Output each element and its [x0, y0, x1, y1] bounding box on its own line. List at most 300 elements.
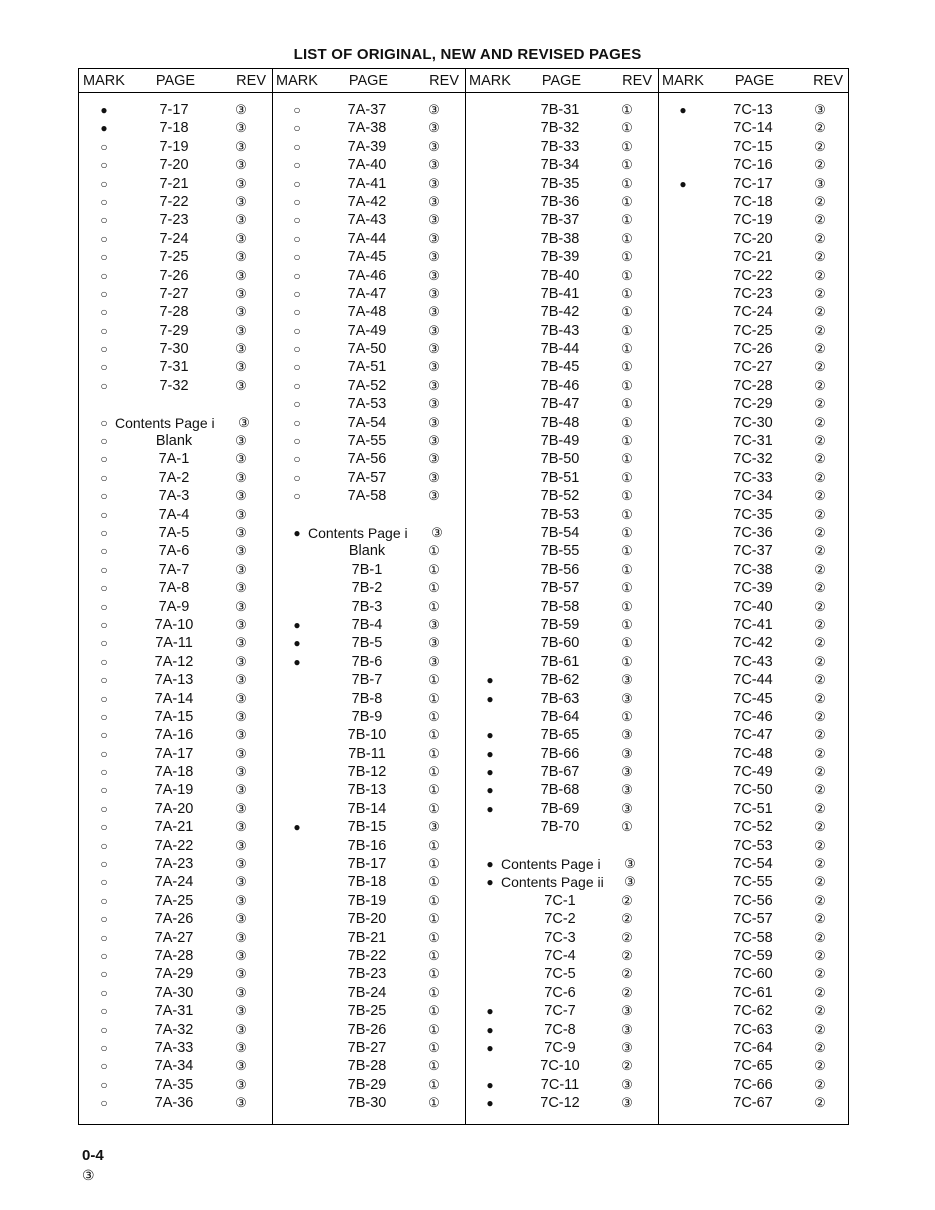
table-row	[79, 929, 272, 947]
page-cell: 7C-31	[733, 433, 773, 450]
page-cell: 7C-16	[733, 157, 773, 174]
table-row	[272, 340, 465, 358]
rev-cell: ③	[621, 800, 633, 816]
rev-cell: ②	[814, 304, 826, 320]
table-row	[465, 1002, 658, 1020]
rev-cell: ①	[621, 359, 633, 375]
header-page: PAGE	[155, 73, 196, 89]
page-cell: 7B-53	[540, 506, 580, 523]
rev-cell: ③	[235, 635, 247, 651]
mark-cell: ●	[293, 525, 301, 540]
rev-cell: ①	[428, 1039, 440, 1055]
rev-cell: ②	[814, 819, 826, 835]
table-row	[79, 285, 272, 303]
page-cell: 7B-57	[540, 580, 580, 597]
table-row	[272, 211, 465, 229]
table-row	[272, 653, 465, 671]
page-cell: 7A-22	[154, 837, 194, 854]
rev-cell: ③	[235, 212, 247, 228]
rev-cell: ①	[428, 874, 440, 890]
page-cell: 7B-50	[540, 451, 580, 468]
page-cell: 7A-27	[154, 929, 194, 946]
rev-cell: ③	[235, 672, 247, 688]
page-cell: 7A-17	[154, 745, 194, 762]
table-row	[465, 395, 658, 413]
page-cell: 7B-59	[540, 616, 580, 633]
page-cell: 7A-24	[154, 874, 194, 891]
page-cell: 7A-36	[154, 1095, 194, 1112]
page-cell: 7B-56	[540, 561, 580, 578]
rev-cell: ①	[621, 524, 633, 540]
page-cell: 7A-40	[347, 157, 387, 174]
rev-cell: ③	[428, 451, 440, 467]
page-cell: 7B-37	[540, 212, 580, 229]
table-row	[658, 561, 849, 579]
table-row	[79, 1057, 272, 1075]
table-row	[465, 340, 658, 358]
mark-cell: ●	[679, 176, 687, 191]
page-cell: 7C-38	[733, 561, 773, 578]
page-cell: 7A-35	[154, 1076, 194, 1093]
table-row	[465, 929, 658, 947]
mark-cell: ○	[100, 617, 108, 632]
table-row	[79, 984, 272, 1002]
rev-cell: ②	[814, 598, 826, 614]
rev-cell: ②	[814, 285, 826, 301]
rev-cell: ③	[624, 874, 636, 890]
rev-cell: ③	[235, 1095, 247, 1111]
rev-cell: ③	[621, 1076, 633, 1092]
page-cell: 7C-35	[733, 506, 773, 523]
rev-cell: ③	[428, 819, 440, 835]
table-row	[272, 671, 465, 689]
mark-cell: ○	[293, 452, 301, 467]
rev-cell: ③	[621, 1039, 633, 1055]
rev-cell: ③	[428, 469, 440, 485]
table-row	[465, 1094, 658, 1112]
page-cell: 7A-1	[158, 451, 190, 468]
rev-cell: ③	[235, 451, 247, 467]
page-cell: 7A-45	[347, 249, 387, 266]
rev-cell: ③	[428, 322, 440, 338]
page-cell: 7B-20	[347, 911, 387, 928]
page-cell: 7A-26	[154, 911, 194, 928]
table-row	[272, 561, 465, 579]
mark-cell: ○	[293, 489, 301, 504]
mark-cell: ○	[100, 378, 108, 393]
mark-cell: ○	[100, 838, 108, 853]
rev-cell: ①	[621, 102, 633, 117]
table-row	[465, 524, 658, 542]
table-row	[658, 524, 849, 542]
table-row	[465, 818, 658, 836]
page-cell: 7C-37	[733, 543, 773, 560]
table-row	[79, 965, 272, 983]
rev-cell: ②	[814, 212, 826, 228]
table-row	[272, 487, 465, 505]
table-row	[79, 156, 272, 174]
table-row	[79, 267, 272, 285]
mark-cell: ●	[293, 654, 301, 669]
table-row	[465, 230, 658, 248]
page-cell: 7C-34	[733, 488, 773, 505]
rev-cell: ①	[428, 911, 440, 927]
table-row	[658, 285, 849, 303]
page-cell: 7-18	[159, 120, 189, 137]
rev-cell: ②	[814, 138, 826, 154]
table-row	[79, 708, 272, 726]
page-cell: 7C-7	[544, 1003, 576, 1020]
page-cell: 7B-54	[540, 524, 580, 541]
revision-table	[78, 68, 849, 1125]
mark-cell: ○	[100, 268, 108, 283]
table-row	[79, 892, 272, 910]
table-row	[79, 119, 272, 137]
rev-cell: ②	[814, 764, 826, 780]
table-row	[272, 1057, 465, 1075]
mark-cell: ○	[100, 525, 108, 540]
table-row	[79, 432, 272, 450]
table-column-2	[272, 69, 466, 1124]
rev-cell: ①	[428, 1095, 440, 1111]
page-cell: Contents Page ii	[501, 874, 604, 891]
rev-cell: ③	[235, 543, 247, 559]
page-cell: 7C-30	[733, 414, 773, 431]
rev-cell: ③	[235, 285, 247, 301]
page-cell: 7A-15	[154, 708, 194, 725]
page-cell: 7C-40	[733, 598, 773, 615]
mark-cell: ○	[100, 691, 108, 706]
page-number: 0-4	[82, 1147, 104, 1164]
table-row	[272, 708, 465, 726]
table-row	[658, 395, 849, 413]
table-row	[658, 377, 849, 395]
rev-cell: ③	[235, 138, 247, 154]
page-cell: 7C-8	[544, 1021, 576, 1038]
table-row	[79, 303, 272, 321]
mark-cell: ○	[293, 378, 301, 393]
rev-cell: ①	[428, 580, 440, 596]
page-cell: 7A-30	[154, 984, 194, 1001]
table-row	[79, 542, 272, 560]
table-row	[465, 1039, 658, 1057]
page-cell: 7B-40	[540, 267, 580, 284]
page-cell: 7C-57	[733, 911, 773, 928]
page-cell: 7C-41	[733, 616, 773, 633]
page-cell: 7C-65	[733, 1058, 773, 1075]
rev-cell: ③	[621, 1003, 633, 1019]
mark-cell: ○	[100, 636, 108, 651]
page-cell: 7C-58	[733, 929, 773, 946]
table-row	[272, 929, 465, 947]
page-cell: 7B-12	[347, 764, 387, 781]
mark-cell: ○	[100, 967, 108, 982]
page-cell: 7A-18	[154, 764, 194, 781]
page-cell: 7A-23	[154, 856, 194, 873]
table-row	[79, 910, 272, 928]
mark-cell: ●	[486, 1004, 494, 1019]
page-cell: 7B-6	[351, 653, 383, 670]
rev-cell: ③	[235, 175, 247, 191]
page-cell: 7C-1	[544, 892, 576, 909]
table-row	[272, 524, 465, 542]
table-row	[658, 800, 849, 818]
rev-cell: ①	[428, 543, 440, 559]
rev-cell: ③	[428, 193, 440, 209]
rev-cell: ③	[428, 433, 440, 449]
rev-cell: ③	[428, 267, 440, 283]
mark-cell: ○	[100, 1096, 108, 1111]
rev-cell: ③	[235, 892, 247, 908]
rev-cell: ①	[428, 561, 440, 577]
table-row	[79, 690, 272, 708]
rev-cell: ③	[621, 727, 633, 743]
table-row	[465, 303, 658, 321]
table-row	[272, 965, 465, 983]
rev-cell: ②	[814, 267, 826, 283]
table-row	[658, 193, 849, 211]
table-row	[465, 322, 658, 340]
page-cell: 7B-43	[540, 322, 580, 339]
rev-cell: ③	[428, 212, 440, 228]
column-rows	[658, 101, 849, 1112]
table-row	[658, 101, 849, 119]
rev-cell: ①	[428, 708, 440, 724]
mark-cell: ○	[100, 158, 108, 173]
rev-cell: ①	[621, 212, 633, 228]
page-cell: 7B-10	[347, 727, 387, 744]
page-cell: 7B-13	[347, 782, 387, 799]
table-row	[79, 1039, 272, 1057]
table-row	[465, 745, 658, 763]
page-cell: 7B-33	[540, 138, 580, 155]
mark-cell: ○	[293, 250, 301, 265]
rev-cell: ②	[814, 506, 826, 522]
table-row	[272, 267, 465, 285]
rev-cell: ②	[621, 929, 633, 945]
table-row	[658, 1094, 849, 1112]
mark-cell: ○	[100, 342, 108, 357]
column-header	[272, 69, 465, 93]
rev-cell: ①	[621, 414, 633, 430]
page-cell: 7C-4	[544, 947, 576, 964]
table-row	[79, 340, 272, 358]
rev-cell: ②	[814, 488, 826, 504]
page-cell: 7B-60	[540, 635, 580, 652]
page-cell: 7C-32	[733, 451, 773, 468]
table-row	[79, 524, 272, 542]
page-cell: 7C-27	[733, 359, 773, 376]
mark-cell: ●	[486, 1040, 494, 1055]
page-cell: 7B-39	[540, 249, 580, 266]
table-row	[658, 303, 849, 321]
page-cell: 7-17	[159, 102, 189, 118]
rev-cell: ②	[814, 524, 826, 540]
rev-cell: ③	[235, 230, 247, 246]
table-row	[272, 377, 465, 395]
mark-cell: ○	[100, 912, 108, 927]
table-row	[465, 267, 658, 285]
table-row	[465, 377, 658, 395]
mark-cell: ●	[486, 746, 494, 761]
rev-cell: ③	[428, 414, 440, 430]
page-cell: 7B-34	[540, 157, 580, 174]
mark-cell: ○	[100, 728, 108, 743]
page-cell: 7A-3	[158, 488, 190, 505]
table-row	[79, 653, 272, 671]
table-row	[272, 818, 465, 836]
rev-cell: ②	[814, 947, 826, 963]
table-row	[658, 873, 849, 891]
rev-cell: ①	[428, 966, 440, 982]
table-row	[658, 414, 849, 432]
mark-cell: ○	[293, 139, 301, 154]
rev-cell: ③	[235, 727, 247, 743]
table-row	[465, 984, 658, 1002]
table-row	[465, 726, 658, 744]
mark-cell: ●	[679, 103, 687, 117]
mark-cell: ○	[293, 158, 301, 173]
rev-cell: ①	[428, 1058, 440, 1074]
page-cell: 7B-58	[540, 598, 580, 615]
rev-cell: ③	[235, 102, 247, 117]
rev-cell: ②	[814, 782, 826, 798]
table-row	[465, 542, 658, 560]
rev-cell: ③	[235, 1076, 247, 1092]
rev-cell: ③	[235, 341, 247, 357]
table-row	[658, 340, 849, 358]
table-row	[465, 358, 658, 376]
page-cell: 7C-48	[733, 745, 773, 762]
table-row	[658, 634, 849, 652]
rev-cell: ②	[621, 911, 633, 927]
rev-cell: ③	[235, 469, 247, 485]
table-row	[658, 690, 849, 708]
page-cell: 7A-10	[154, 616, 194, 633]
rev-cell: ②	[814, 359, 826, 375]
table-row	[79, 579, 272, 597]
rev-cell: ③	[428, 616, 440, 632]
rev-cell: ③	[235, 690, 247, 706]
rev-cell: ③	[235, 433, 247, 449]
table-row	[79, 855, 272, 873]
rev-cell: ②	[621, 966, 633, 982]
table-row	[658, 892, 849, 910]
table-row	[465, 1057, 658, 1075]
rev-cell: ②	[814, 396, 826, 412]
rev-cell: ①	[621, 469, 633, 485]
rev-cell: ③	[428, 488, 440, 504]
rev-cell: ②	[814, 1058, 826, 1074]
mark-cell: ○	[100, 562, 108, 577]
table-row	[658, 855, 849, 873]
page-cell: 7C-24	[733, 304, 773, 321]
table-row	[272, 947, 465, 965]
rev-cell: ②	[621, 892, 633, 908]
header-rev: REV	[622, 73, 652, 89]
rev-cell: ②	[814, 469, 826, 485]
page-cell: 7C-6	[544, 984, 576, 1001]
table-row	[272, 855, 465, 873]
table-row	[658, 671, 849, 689]
rev-cell: ②	[814, 690, 826, 706]
table-row	[658, 248, 849, 266]
page-cell: 7-30	[159, 341, 189, 358]
rev-cell: ①	[621, 175, 633, 191]
page-cell: 7B-9	[351, 708, 383, 725]
column-rows	[79, 101, 272, 1112]
column-rows	[465, 101, 658, 1112]
page-cell: 7A-44	[347, 230, 387, 247]
rev-cell: ②	[814, 635, 826, 651]
page-cell: 7-27	[159, 285, 189, 302]
rev-cell: ③	[428, 635, 440, 651]
table-row	[465, 690, 658, 708]
rev-cell: ①	[621, 451, 633, 467]
page-cell: 7A-57	[347, 469, 387, 486]
table-row	[79, 322, 272, 340]
rev-cell: ①	[428, 764, 440, 780]
page-cell: 7C-49	[733, 764, 773, 781]
rev-cell: ①	[621, 138, 633, 154]
page-cell: 7B-68	[540, 782, 580, 799]
rev-cell: ③	[428, 138, 440, 154]
mark-cell: ○	[293, 286, 301, 301]
column-rows	[272, 101, 465, 1112]
mark-cell: ○	[100, 930, 108, 945]
rev-cell: ③	[235, 745, 247, 761]
rev-cell: ①	[621, 120, 633, 136]
mark-cell: ○	[293, 194, 301, 209]
page-cell: 7C-17	[733, 175, 773, 192]
mark-cell: ○	[100, 1022, 108, 1037]
table-row	[658, 1076, 849, 1094]
page-cell: 7B-21	[347, 929, 387, 946]
table-row	[272, 781, 465, 799]
rev-cell: ①	[428, 1021, 440, 1037]
rev-cell: ③	[431, 524, 443, 540]
table-row	[658, 450, 849, 468]
table-row	[465, 671, 658, 689]
page-cell: 7B-44	[540, 341, 580, 358]
table-row	[272, 634, 465, 652]
mark-cell: ●	[486, 728, 494, 743]
rev-cell: ②	[814, 745, 826, 761]
table-row	[79, 211, 272, 229]
table-row	[658, 175, 849, 193]
rev-cell: ③	[235, 764, 247, 780]
page-cell: 7B-69	[540, 800, 580, 817]
table-row	[658, 432, 849, 450]
table-row	[465, 837, 658, 855]
table-row	[79, 193, 272, 211]
rev-cell: ③	[428, 341, 440, 357]
table-row	[79, 561, 272, 579]
page-cell: 7B-51	[540, 469, 580, 486]
table-row	[272, 248, 465, 266]
page-cell: 7A-32	[154, 1021, 194, 1038]
rev-cell: ③	[235, 359, 247, 375]
table-row	[272, 690, 465, 708]
table-row	[465, 175, 658, 193]
page-cell: 7C-54	[733, 856, 773, 873]
table-row	[79, 377, 272, 395]
table-row	[79, 837, 272, 855]
page-cell: 7A-28	[154, 947, 194, 964]
rev-cell: ③	[428, 285, 440, 301]
table-row	[658, 965, 849, 983]
table-row	[272, 1002, 465, 1020]
